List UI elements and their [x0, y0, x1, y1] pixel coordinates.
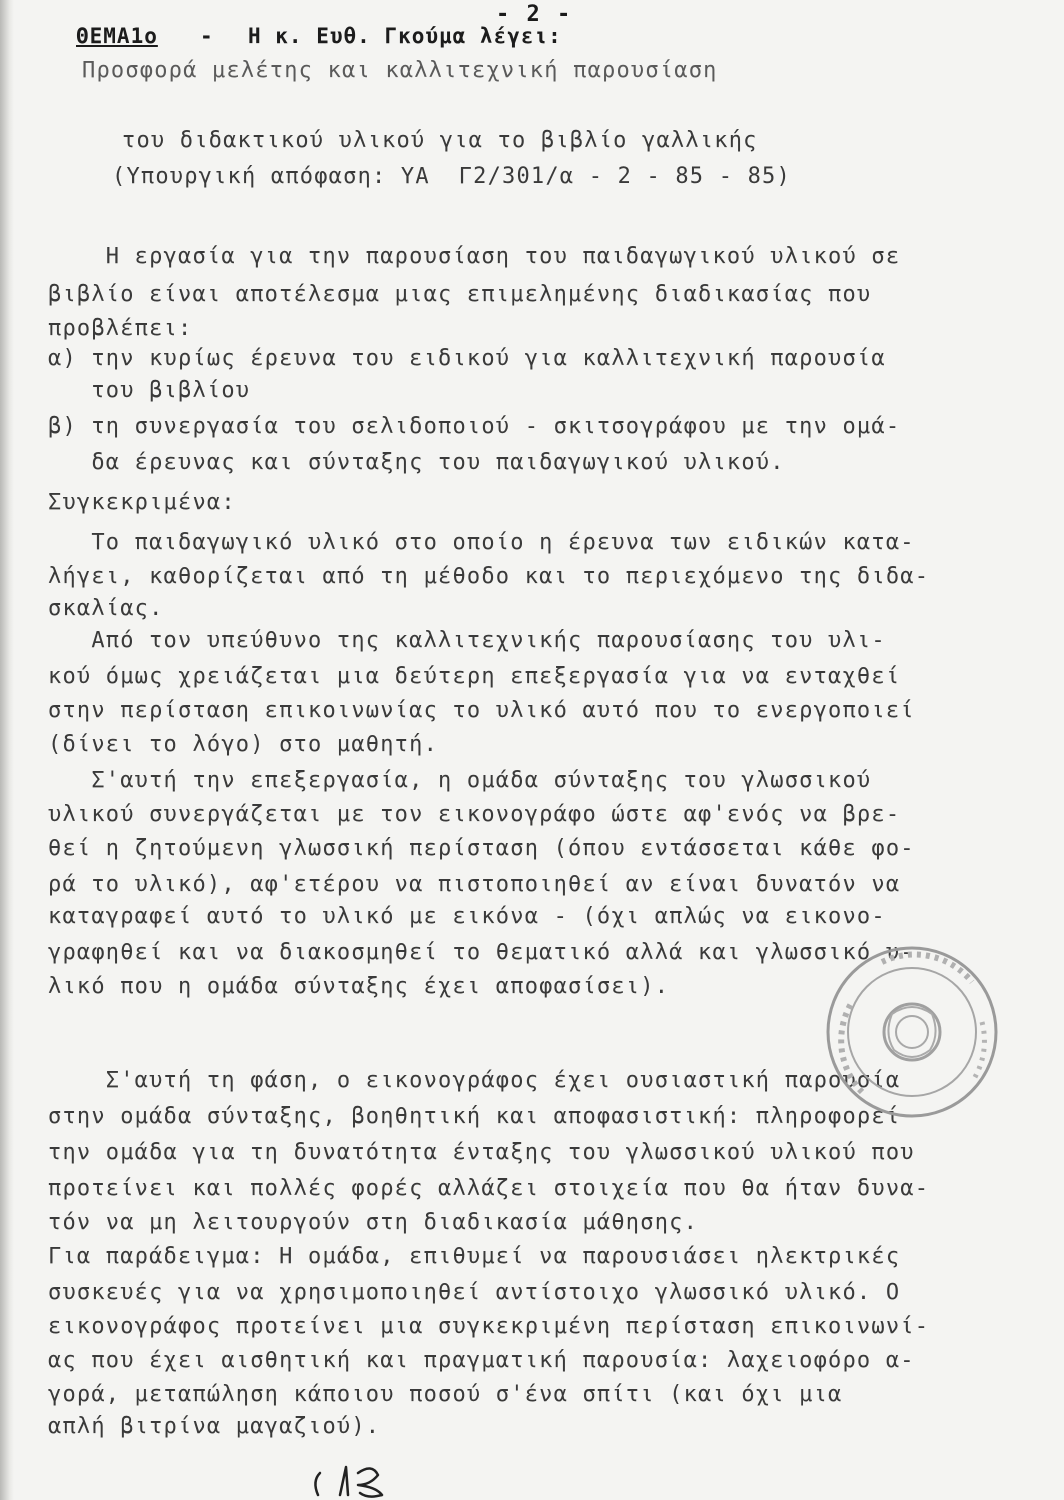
title-line: του διδακτικού υλικού για το βιβλίο γαλλικής — [122, 128, 758, 153]
body-line: υλικού συνεργάζεται με τον εικονογράφο ώστε αφ'ενός να βρε- — [48, 802, 901, 827]
body-line: συσκευές για να χρησιμοποιηθεί αντίστοιχο γλωσσικό υλικό. Ο — [48, 1280, 901, 1305]
body-line: ας που έχει αισθητική και πραγματική παρουσία: λαχειοφόρο α- — [48, 1348, 915, 1373]
body-line: του βιβλίου — [48, 378, 251, 403]
body-line: Σ'αυτή την επεξεργασία, η ομάδα σύνταξης του γλωσσικού — [48, 768, 872, 793]
body-line: Για παράδειγμα: Η ομάδα, επιθυμεί να παρουσιάσει ηλεκτρικές — [48, 1244, 901, 1269]
title-line: Προσφορά μελέτης και καλλιτεχνική παρουσίαση — [82, 58, 718, 83]
body-line: δα έρευνας και σύνταξης του παιδαγωγικού υλικού. — [48, 450, 785, 475]
body-line: εικονογράφος προτείνει μια συγκεκριμένη περίσταση επικοινωνί- — [48, 1314, 930, 1339]
body-line: προτείνει και πολλές φορές αλλάζει στοιχεία που θα ήταν δυνα- — [48, 1176, 930, 1201]
body-line: Η εργασία για την παρουσίαση του παιδαγωγικού υλικού σε — [48, 244, 901, 269]
body-line: Από τον υπεύθυνο της καλλιτεχνικής παρουσίασης του υλι- — [48, 628, 886, 653]
header-dash: - — [200, 24, 214, 48]
body-line: ρά το υλικό), αφ'ετέρου να πιστοποιηθεί αν είναι δυνατόν να — [48, 872, 901, 897]
header-speaker: Η κ. Ευθ. Γκούμα λέγει: — [248, 24, 562, 48]
body-line: Το παιδαγωγικό υλικό στο οποίο η έρευνα των ειδικών κατα- — [48, 530, 915, 555]
body-line: την ομάδα για τη δυνατότητα ένταξης του γλωσσικού υλικού που — [48, 1140, 915, 1165]
official-stamp-icon — [822, 942, 1002, 1122]
body-line: στην περίσταση επικοινωνίας το υλικό αυτό που το ενεργοποιεί — [48, 698, 915, 723]
body-line: λήγει, καθορίζεται από τη μέθοδο και το περιεχόμενο της διδα- — [48, 564, 930, 589]
body-line: λικό που η ομάδα σύνταξης έχει αποφασίσει). — [48, 974, 670, 999]
body-line: γραφηθεί και να διακοσμηθεί το θεματικό αλλά και γλωσσικό υ- — [48, 940, 915, 965]
theme-label: ΘΕΜΑ1ο — [76, 24, 158, 48]
body-line: στην ομάδα σύνταξης, βοηθητική και αποφασιστική: πληροφορεί — [48, 1104, 901, 1129]
body-line: κού όμως χρειάζεται μια δεύτερη επεξεργασία για να ενταχθεί — [48, 664, 901, 689]
scan-edge-shadow — [0, 0, 14, 1500]
handwritten-signature-mark — [306, 1455, 396, 1499]
body-line: σκαλίας. — [48, 596, 164, 621]
body-line: βιβλίο είναι αποτέλεσμα μιας επιμελημένης διαδικασίας που — [48, 282, 872, 307]
title-line: (Υπουργική απόφαση: ΥΑ Γ2/301/α - 2 - 85 - 85) — [112, 164, 791, 189]
body-line: γορά, μεταπώληση κάποιου ποσού σ'ένα σπίτι (και όχι μια — [48, 1382, 843, 1407]
body-line: Συγκεκριμένα: — [48, 490, 236, 515]
body-line: Σ'αυτή τη φάση, ο εικονογράφος έχει ουσιαστική παρουσία — [48, 1068, 901, 1093]
body-line: τόν να μη λειτουργούν στη διαδικασία μάθησης. — [48, 1210, 699, 1235]
body-line: (δίνει το λόγο) στο μαθητή. — [48, 732, 439, 757]
body-line: απλή βιτρίνα μαγαζιού). — [48, 1414, 381, 1439]
body-line: α) την κυρίως έρευνα του ειδικού για καλλιτεχνική παρουσία — [48, 346, 886, 371]
page-number: - 2 - — [496, 2, 573, 27]
body-line: θεί η ζητούμενη γλωσσική περίσταση (όπου εντάσσεται κάθε φο- — [48, 836, 915, 861]
body-line: καταγραφεί αυτό το υλικό με εικόνα - (όχι απλώς να εικονο- — [48, 904, 886, 929]
body-line: προβλέπει: — [48, 316, 193, 341]
body-line: β) τη συνεργασία του σελιδοποιού - σκιτσογράφου με την ομά- — [48, 414, 901, 439]
